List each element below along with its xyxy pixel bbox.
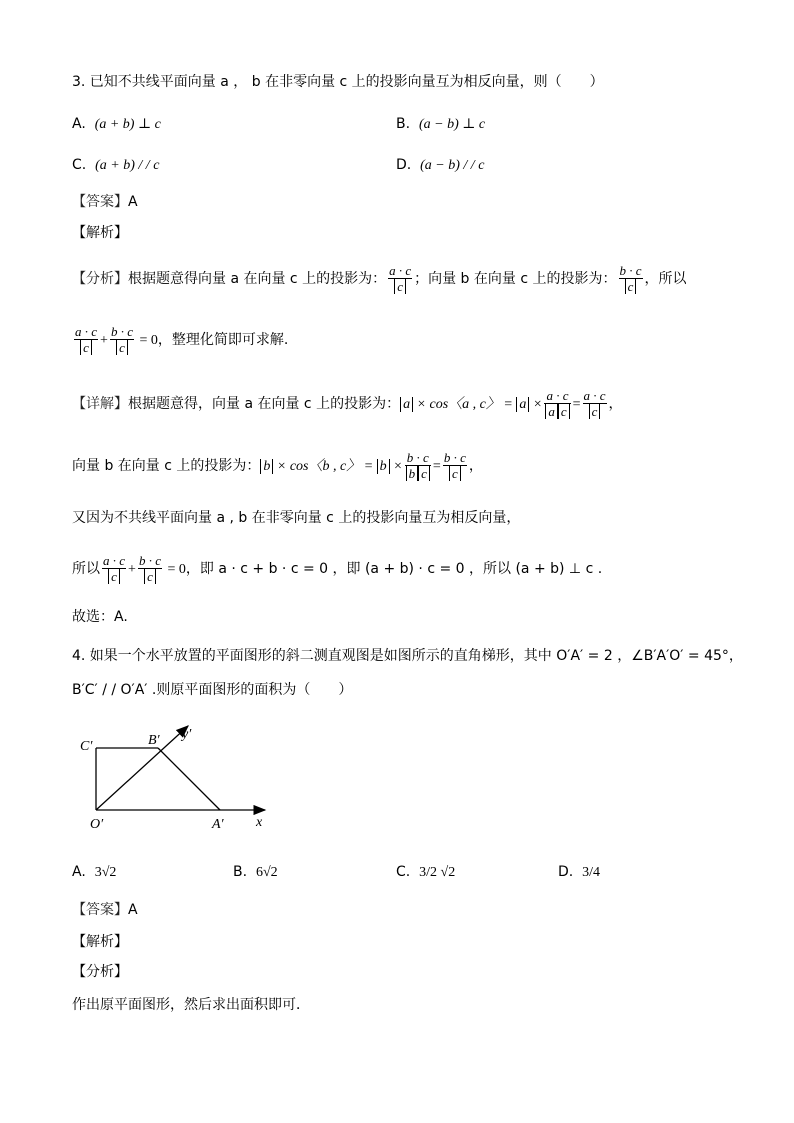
q3-option-a (72, 114, 161, 135)
fraction-ac-over-c: $\frac{a \cdot c}{c}$ (583, 388, 606, 419)
fraction-bc-over-c: $\frac{b \cdot c}{c}$ (110, 324, 133, 355)
q3-answer (72, 192, 138, 212)
q4-stem-line2: B′C′ / / O′A′ .则原平面图形的面积为（ ） (72, 682, 353, 698)
q3-choose: 故选：A. (72, 609, 128, 625)
answer-tag: 【答案】 (72, 902, 128, 918)
q4-answer (72, 900, 138, 920)
q3-fenxi-line2: $\frac{a \cdot c}{c}$ + $\frac{b \cdot c}{c}$ = 0，整理化简即可求解. (75, 324, 289, 355)
answer-value: A (128, 902, 138, 918)
y-axis (96, 726, 188, 810)
q3-detail-line3: 又因为不共线平面向量 a , b 在非零向量 c 上的投影向量互为相反向量， (72, 510, 521, 526)
option-label: A. (72, 864, 86, 880)
q3-stem: 3. 已知不共线平面向量 a ， b 在非零向量 c 上的投影向量互为相反向量，则（ ） (72, 74, 604, 90)
fraction-bc-over-c: $\frac{b \cdot c}{c}$ (443, 450, 466, 481)
label-x: x (256, 815, 263, 830)
option-expr: 6√2 (255, 865, 278, 880)
option-label: A. (72, 116, 86, 132)
label-b: B′ (148, 733, 160, 748)
option-expr: (a + b) ⊥ c (94, 117, 161, 132)
q4-option-b (233, 862, 278, 883)
fenxi-tag: 【分析】 (72, 271, 128, 287)
fraction-bc-over-c: $\frac{b \cdot c}{c}$ (138, 553, 161, 584)
q4-fenxi-text: 作出原平面图形，然后求出面积即可． (72, 997, 310, 1013)
fraction-ac-over-c: $\frac{a \cdot c}{c}$ (75, 324, 98, 355)
fenxi-text2: ；向量 b 在向量 c 上的投影为： (414, 271, 617, 287)
detail-text4a: 所以 (72, 561, 100, 577)
q3-detail-line4: 所以 $\frac{a \cdot c}{c}$ + $\frac{b \cdot c}{c}$ = 0，即 a · c + b · c = 0 ，即 (a + b) · c = 0 ，所以 (a + b) ⊥ c . (72, 553, 603, 584)
fraction-bc-over-c: $\frac{b \cdot c}{c}$ (619, 263, 642, 294)
q4-option-d (558, 862, 600, 883)
fraction-ac-over-ac: $\frac{a \cdot c}{\text{a c}}$ (544, 388, 570, 420)
label-c: C′ (80, 739, 93, 754)
option-expr: 3√2 (94, 865, 117, 880)
fraction-bc-over-bc: $\frac{b \cdot c}{\text{b c}}$ (405, 450, 431, 482)
q3-option-c (72, 155, 159, 176)
option-label: D. (396, 157, 412, 173)
q3-fenxi-line1 (72, 255, 687, 303)
label-y: y′ (182, 727, 192, 742)
q4-option-c (396, 862, 455, 883)
option-label: C. (396, 864, 411, 880)
q3-detail-line2: 向量 b 在向量 c 上的投影为： b × cos〈b , c〉 = b × $\frac{b \cdot c}{\text{b c}}$ = $\frac{b \cdot c}{c}$ ， (72, 450, 483, 481)
trapezoid-figure (70, 722, 290, 834)
fenxi-text1: 根据题意得向量 a 在向量 c 上的投影为： (128, 271, 387, 287)
option-expr: (a − b) / / c (420, 158, 485, 173)
detail-text1: 根据题意得，向量 a 在向量 c 上的投影为： (128, 396, 401, 412)
fraction-ac-over-c: $\frac{a \cdot c}{c}$ (389, 263, 412, 294)
answer-tag: 【答案】 (72, 194, 128, 210)
option-label: D. (558, 864, 574, 880)
fraction-ac-over-c: $\frac{a \cdot c}{c}$ (103, 553, 126, 584)
q3-option-b (396, 114, 485, 135)
q3-detail-line1: 【详解】根据题意得，向量 a 在向量 c 上的投影为： a × cos〈a , c〉 = a × $\frac{a \cdot c}{\text{a c}}$ = $\frac{a \cdot c}{c}$ ， (72, 388, 623, 419)
option-expr: (a − b) ⊥ c (418, 117, 486, 132)
q4-analysis-tag: 【解析】 (72, 934, 128, 950)
q3-option-d (396, 155, 484, 176)
option-expr: 3/2 √2 (419, 865, 456, 880)
detail-text4b: ，即 a · c + b · c = 0 ，即 (a + b) · c = 0 ，所以 (a + b) ⊥ c . (185, 561, 603, 577)
fenxi-text3: ，所以 (644, 271, 687, 287)
q3-analysis-tag: 【解析】 (72, 225, 128, 241)
option-label: B. (233, 864, 248, 880)
q4-option-a (72, 862, 116, 883)
option-expr: 3/4 (582, 865, 601, 880)
detail-text2: 向量 b 在向量 c 上的投影为： (72, 458, 261, 474)
option-label: C. (72, 157, 87, 173)
option-expr: (a + b) / / c (95, 158, 160, 173)
q4-fenxi-tag: 【分析】 (72, 964, 128, 980)
segment-ba (158, 748, 220, 810)
detail-tag: 【详解】 (72, 396, 128, 412)
q4-stem-line1: 4. 如果一个水平放置的平面图形的斜二测直观图是如图所示的直角梯形，其中 O′A′ = 2 ，∠B′A′O′ = 45°， (72, 648, 743, 664)
answer-value: A (128, 194, 138, 210)
fenxi-text4: ，整理化简即可求解. (157, 332, 289, 348)
label-o: O′ (90, 817, 104, 832)
option-label: B. (396, 116, 411, 132)
label-a: A′ (212, 817, 224, 832)
